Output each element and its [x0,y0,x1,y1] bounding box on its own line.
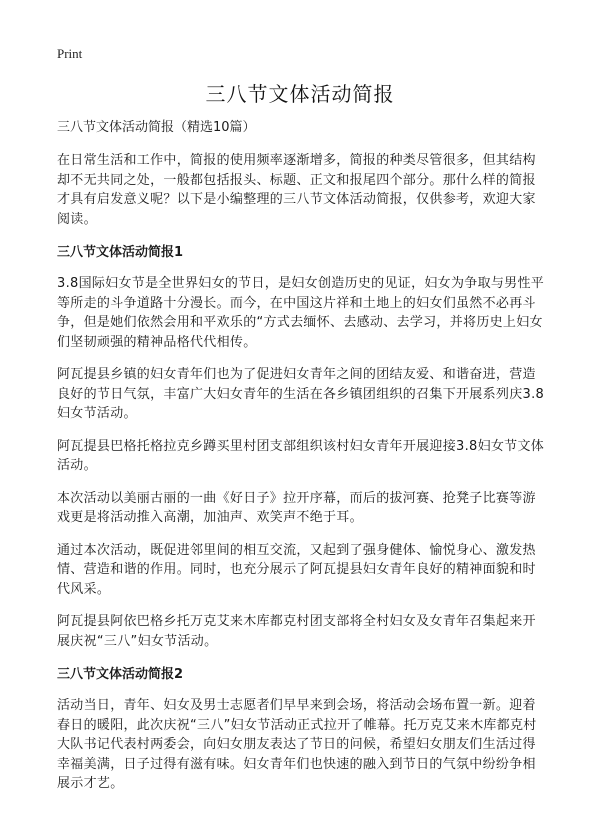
section-heading: 三八节文体活动简报1 [57,245,184,260]
article-body [57,117,548,807]
section-1 [57,242,548,651]
paragraph: 通过本次活动，既促进邻里间的相互交流，又起到了强身健体、愉悦身心、激发热情、营造和谐的作用。同时，也充分展示了阿瓦提县妇女青年良好的精神面貌和时代风采。 [57,542,536,597]
section-2 [57,664,548,794]
paragraph: 阿瓦提县乡镇的妇女青年们也为了促进妇女青年之间的团结友爱、和谐奋进，营造良好的节日气氛，丰富广大妇女青年的生活在各乡镇团组织的召集下开展系列庆3.8妇女节活动。 [57,367,545,421]
paragraph: 3.8国际妇女节是全世界妇女的节日，是妇女创造历史的见证，妇女为争取与男性平等所走的斗争道路十分漫长。而今，在中国这片祥和土地上的妇女们虽然不必再斗争，但是她们依然会用和平欢乐的“方式去缅怀、去感动、去学习，并将历史上妇女们坚韧顽强的精神品格代代相传。 [57,276,545,350]
intro-paragraph: 在日常生活和工作中，简报的使用频率逐渐增多，简报的种类尽管很多，但其结构却不无共同之处，一般都包括报头、标题、正文和报尾四个部分。那什么样的简报才具有启发意义呢？以下是小编整理的三八节文体活动简报，仅供参考，欢迎大家阅读。 [57,153,536,227]
page-title: 三八节文体活动简报 [205,82,395,106]
section-heading: 三八节文体活动简报2 [57,667,184,682]
article-subtitle: 三八节文体活动简报（精选10篇） [57,120,256,135]
paragraph: 阿瓦提县阿依巴格乡托万克艾来木库都克村团支部将全村妇女及女青年召集起来开展庆祝“三八”妇女节活动。 [57,614,536,649]
paragraph: 活动当日，青年、妇女及男士志愿者们早早来到会场，将活动会场布置一新。迎着春日的暖阳，此次庆祝“三八”妇女节活动正式拉开了帷幕。托万克艾来木库都克村大队书记代表村两委会，向妇女朋友表达了节日的问候，希望妇女朋友们生活过得幸福美满，日子过得有滋有味。妇女青年们也快速的融入到节日的气氛中纷纷争相展示才艺。 [57,698,537,791]
paragraph: 阿瓦提县巴格托格拉克乡蹲买里村团支部组织该村妇女青年开展迎接3.8妇女节文体活动。 [57,438,545,473]
print-link[interactable]: Print [57,46,83,61]
paragraph: 本次活动以美丽古丽的一曲《好日子》拉开序幕，而后的拔河赛、抢凳子比赛等游戏更是将活动推入高潮，加油声、欢笑声不绝于耳。 [57,490,536,525]
